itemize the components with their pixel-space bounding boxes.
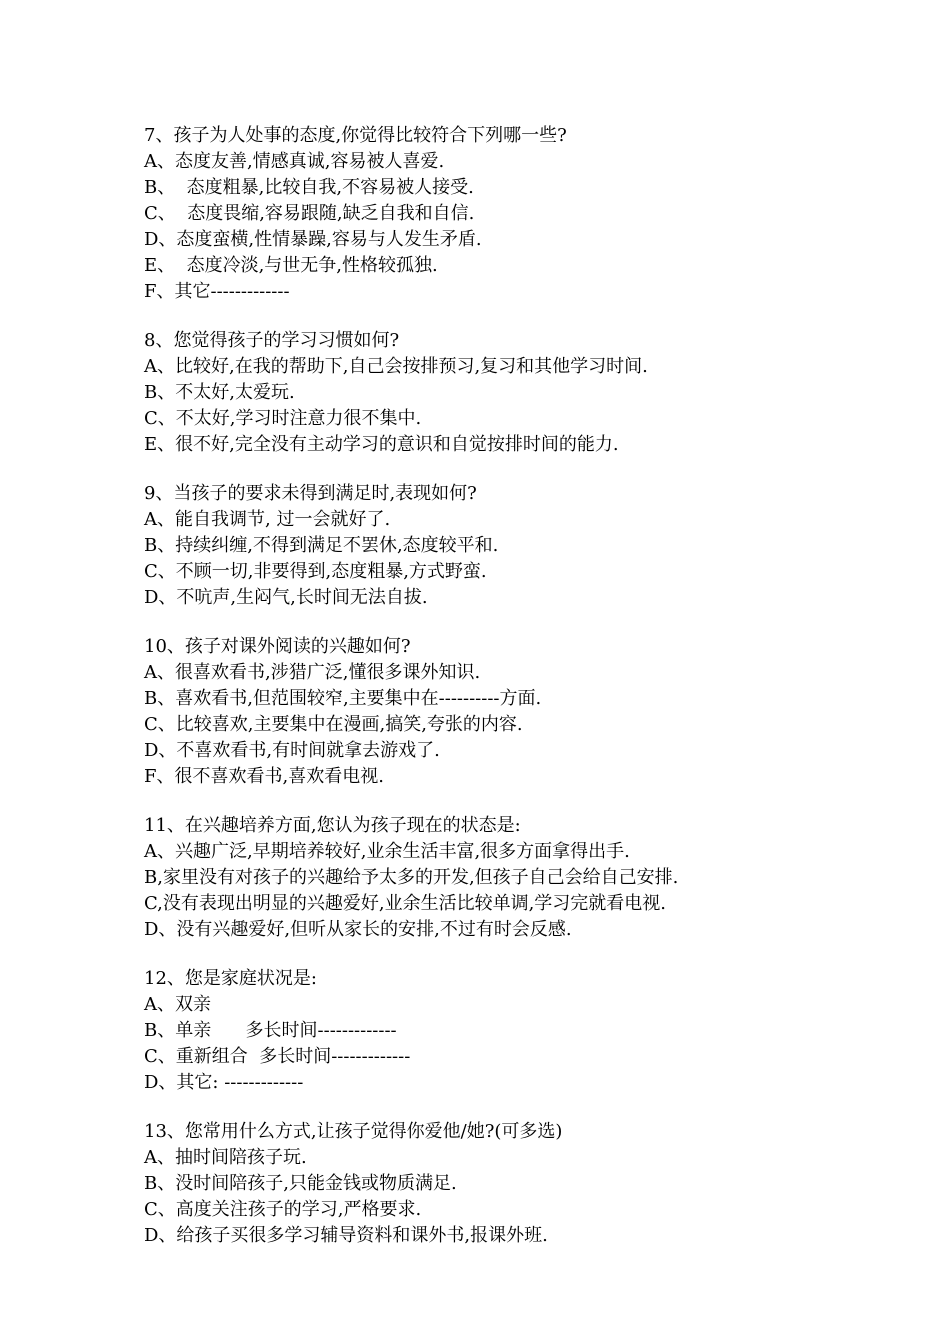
questionnaire — [144, 123, 844, 1272]
option-e: E、 态度冷淡,与世无争,性格较孤独. — [144, 255, 438, 276]
question-title: 9、当孩子的要求未得到满足时,表现如何? — [144, 483, 477, 504]
option-d: D、没有兴趣爱好,但听从家长的安排,不过有时会反感. — [144, 919, 572, 940]
question-title: 7、孩子为人处事的态度,你觉得比较符合下列哪一些? — [144, 125, 567, 146]
option-f: F、很不喜欢看书,喜欢看电视. — [144, 766, 384, 787]
option-a: A、态度友善,情感真诚,容易被人喜爱. — [144, 151, 445, 172]
question-9 — [144, 481, 844, 611]
option-b: B、不太好,太爱玩. — [144, 382, 295, 403]
option-f: F、其它------------- — [144, 281, 290, 302]
option-a: A、比较好,在我的帮助下,自己会按排预习,复习和其他学习时间. — [144, 356, 648, 377]
option-d: D、其它: ------------- — [144, 1072, 304, 1093]
question-title: 11、在兴趣培养方面,您认为孩子现在的状态是: — [144, 815, 521, 836]
question-12 — [144, 966, 844, 1096]
option-c: C,没有表现出明显的兴趣爱好,业余生活比较单调,学习完就看电视. — [144, 893, 667, 914]
option-b: B、喜欢看书,但范围较窄,主要集中在----------方面. — [144, 688, 542, 709]
option-d: D、不吭声,生闷气,长时间无法自拔. — [144, 587, 428, 608]
option-b: B、持续纠缠,不得到满足不罢休,态度较平和. — [144, 535, 499, 556]
question-7 — [144, 123, 844, 305]
option-c: C、比较喜欢,主要集中在漫画,搞笑,夸张的内容. — [144, 714, 523, 735]
option-e: E、很不好,完全没有主动学习的意识和自觉按排时间的能力. — [144, 434, 619, 455]
question-title: 8、您觉得孩子的学习习惯如何? — [144, 330, 400, 351]
option-c: C、不太好,学习时注意力很不集中. — [144, 408, 422, 429]
question-10 — [144, 634, 844, 790]
option-d: D、给孩子买很多学习辅导资料和课外书,报课外班. — [144, 1225, 548, 1246]
question-title: 13、您常用什么方式,让孩子觉得你爱他/她?(可多选) — [144, 1121, 563, 1142]
option-a: A、双亲 — [144, 994, 211, 1015]
option-b: B、单亲 多长时间------------- — [144, 1020, 397, 1041]
option-d: D、不喜欢看书,有时间就拿去游戏了. — [144, 740, 440, 761]
option-a: A、能自我调节, 过一会就好了. — [144, 509, 391, 530]
option-c: C、高度关注孩子的学习,严格要求. — [144, 1199, 422, 1220]
question-11 — [144, 813, 844, 943]
option-c: C、重新组合 多长时间------------- — [144, 1046, 411, 1067]
option-d: D、态度蛮横,性情暴躁,容易与人发生矛盾. — [144, 229, 482, 250]
option-a: A、抽时间陪孩子玩. — [144, 1147, 307, 1168]
option-a: A、很喜欢看书,涉猎广泛,懂很多课外知识. — [144, 662, 481, 683]
question-13 — [144, 1119, 844, 1249]
option-c: C、 态度畏缩,容易跟随,缺乏自我和自信. — [144, 203, 475, 224]
option-b: B、 态度粗暴,比较自我,不容易被人接受. — [144, 177, 474, 198]
option-b: B,家里没有对孩子的兴趣给予太多的开发,但孩子自己会给自己安排. — [144, 867, 679, 888]
question-title: 10、孩子对课外阅读的兴趣如何? — [144, 636, 411, 657]
question-title: 12、您是家庭状况是: — [144, 968, 317, 989]
question-8 — [144, 328, 844, 458]
option-c: C、不顾一切,非要得到,态度粗暴,方式野蛮. — [144, 561, 487, 582]
option-b: B、没时间陪孩子,只能金钱或物质满足. — [144, 1173, 457, 1194]
option-a: A、兴趣广泛,早期培养较好,业余生活丰富,很多方面拿得出手. — [144, 841, 630, 862]
